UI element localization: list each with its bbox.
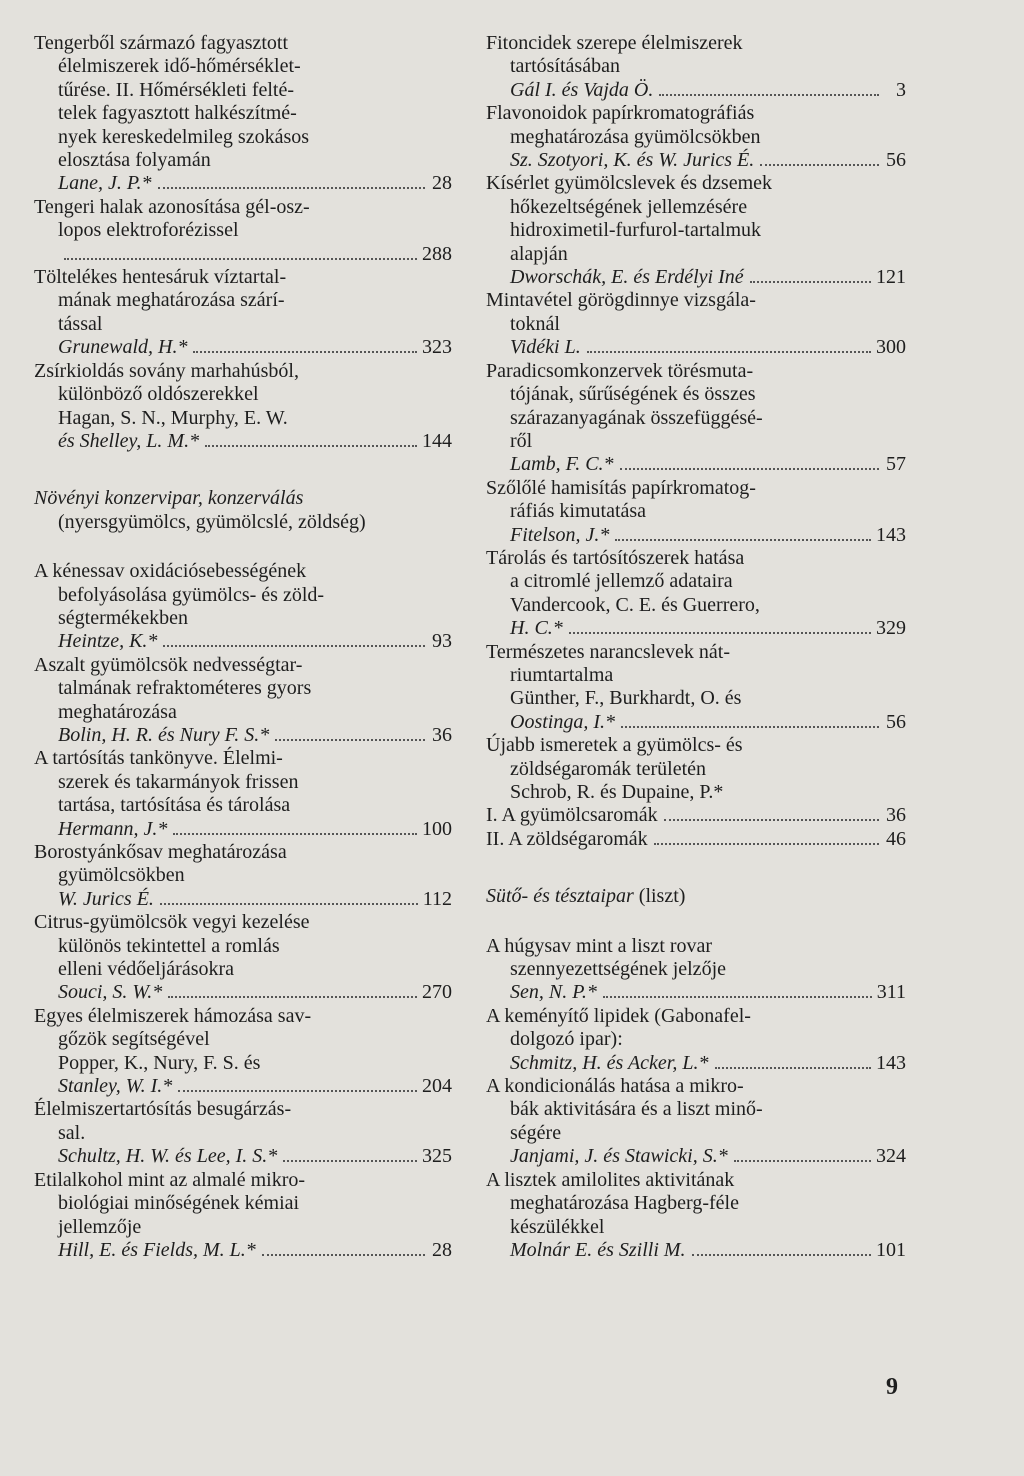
entry-author-line — [486, 617, 906, 640]
entry-author-line — [34, 1075, 452, 1098]
entry-title-line: különös tekintettel a romlás — [58, 934, 280, 957]
dot-leader — [692, 1254, 871, 1256]
entry-page-number: 323 — [422, 336, 452, 359]
dot-leader — [262, 1254, 425, 1256]
entry-page-number: 56 — [886, 149, 906, 172]
entry-author-line — [486, 711, 906, 734]
entry-title-line: Kísérlet gyümölcslevek és dzsemek — [486, 172, 773, 195]
entry-title-line: nyek kereskedelmileg szokásos — [58, 125, 310, 148]
entry-author-line — [34, 172, 452, 195]
index-entry — [486, 477, 906, 547]
entry-title-line: Újabb ismeretek a gyümölcs- és — [486, 734, 743, 757]
entry-title-line: élelmiszerek idő-hőmérséklet- — [58, 55, 301, 78]
section-heading — [486, 885, 906, 908]
entry-title-line: Szőlőlé hamisítás papírkromatog- — [486, 476, 756, 499]
entry-author-line — [486, 524, 906, 547]
entry-page-number: 93 — [432, 630, 452, 653]
index-entry — [34, 841, 452, 911]
entry-author: Molnár E. és Szilli M. — [510, 1238, 686, 1261]
index-entry — [486, 360, 906, 477]
right-subentries — [486, 804, 906, 851]
dot-leader — [173, 833, 417, 835]
dot-leader — [283, 1160, 417, 1162]
entry-title-line: Mintavétel görögdinnye vizsgála- — [486, 289, 756, 312]
sub-entry — [486, 804, 906, 827]
entry-title-line: különböző oldószerekkel — [58, 383, 259, 406]
entry-author: és Shelley, L. M.* — [58, 429, 200, 452]
entry-title-line: Günther, F., Burkhardt, O. és — [510, 687, 742, 710]
entry-title-line: mának meghatározása szárí- — [58, 289, 285, 312]
entry-title-line: riumtartalma — [510, 663, 614, 686]
index-entry — [34, 1169, 452, 1263]
entry-title-line: jellemzője — [58, 1215, 142, 1238]
dot-leader — [659, 94, 879, 96]
entry-title-line: a citromlé jellemző adataira — [510, 570, 733, 593]
dot-leader — [615, 539, 871, 541]
left-column — [34, 32, 452, 1262]
entry-author-line — [34, 336, 452, 359]
entry-title-line: szerek és takarmányok frissen — [58, 770, 299, 793]
entry-page-number: 100 — [422, 817, 452, 840]
entry-author: Sen, N. P.* — [510, 981, 597, 1004]
entry-page-number: 3 — [896, 78, 906, 101]
dot-leader — [275, 739, 425, 741]
entry-author-line — [34, 1145, 452, 1168]
dot-leader — [715, 1067, 872, 1069]
entry-title-line: Popper, K., Nury, F. S. és — [58, 1051, 261, 1074]
entry-author: Fitelson, J.* — [510, 523, 610, 546]
index-entry — [486, 102, 906, 172]
entry-page-number: 288 — [422, 242, 452, 265]
index-entry — [486, 641, 906, 735]
entry-page-number: 300 — [876, 336, 906, 359]
entry-title-line: Élelmiszertartósítás besugárzás- — [34, 1098, 292, 1121]
entry-page-number: 329 — [876, 617, 906, 640]
right-column — [486, 32, 906, 1262]
entry-author: Janjami, J. és Stawicki, S.* — [510, 1145, 728, 1168]
entry-page-number: 56 — [886, 710, 906, 733]
entry-page-number: 57 — [886, 453, 906, 476]
entry-page-number: 101 — [876, 1238, 906, 1261]
entry-author-line — [34, 430, 452, 453]
dot-leader — [193, 351, 417, 353]
entry-title-line: lopos elektroforézissel — [58, 219, 239, 242]
entry-title-line: tűrése. II. Hőmérsékleti felté- — [58, 78, 295, 101]
entry-title-line: Tengeri halak azonosítása gél-osz- — [34, 195, 310, 218]
entry-title-line: hidroximetil-furfurol-tartalmuk — [510, 219, 762, 242]
index-entry — [34, 266, 452, 360]
entry-author-line — [34, 818, 452, 841]
entry-title-line: Vandercook, C. E. és Guerrero, — [510, 593, 760, 616]
entry-title-line: elosztása folyamán — [58, 149, 211, 172]
entry-title-line: Borostyánkősav meghatározása — [34, 841, 287, 863]
entry-title-line: gyümölcsökben — [58, 864, 185, 887]
entry-title-line: Schrob, R. és Dupaine, P.* — [510, 781, 724, 803]
entry-title-line: tójának, sűrűségének és összes — [510, 383, 756, 406]
entry-title-line: A tartósítás tankönyve. Élelmi- — [34, 747, 283, 770]
entry-page-number: 36 — [432, 723, 452, 746]
index-entry — [34, 1098, 452, 1168]
entry-author-line — [486, 266, 906, 289]
entry-title-line: sal. — [58, 1121, 86, 1144]
dot-leader — [620, 468, 879, 470]
entry-author: Heintze, K.* — [58, 630, 158, 653]
entry-title-line: ráfiás kimutatása — [510, 500, 647, 523]
entry-title-line: Flavonoidok papírkromatográfiás — [486, 102, 755, 125]
entry-page-number: 121 — [876, 266, 906, 289]
entry-title-line: A lisztek amilolites aktivitának — [486, 1168, 735, 1191]
index-entry — [486, 172, 906, 289]
entry-page-number: 325 — [422, 1145, 452, 1168]
entry-author: Bolin, H. R. és Nury F. S.* — [58, 723, 270, 746]
sub-entry-label: II. A zöldségaromák — [486, 827, 648, 850]
entry-author-line — [34, 888, 452, 911]
entry-title-line: szárazanyagának összefüggésé- — [510, 406, 763, 429]
entry-title-line: ről — [510, 429, 533, 452]
entry-page-number: 28 — [432, 172, 452, 195]
index-entry — [486, 1075, 906, 1169]
entry-title-line: meghatározása gyümölcsökben — [510, 125, 761, 148]
entry-author: H. C.* — [510, 617, 563, 640]
sub-entry — [486, 828, 906, 851]
entry-title-line: A keményítő lipidek (Gabonafel- — [486, 1004, 751, 1027]
entry-author-line — [486, 1052, 906, 1075]
entry-page-number: 204 — [422, 1075, 452, 1098]
entry-author: Sz. Szotyori, K. és W. Jurics É. — [510, 149, 755, 172]
entry-author-line — [34, 630, 452, 653]
entry-page-number: 112 — [422, 887, 452, 910]
index-entry — [486, 1169, 906, 1263]
entry-title-line: dolgozó ipar): — [510, 1028, 623, 1051]
dot-leader — [734, 1160, 871, 1162]
dot-leader — [168, 996, 417, 998]
entry-author-line — [486, 149, 906, 172]
entry-author: Hill, E. és Fields, M. L.* — [58, 1238, 256, 1261]
entry-author: Dworschák, E. és Erdélyi Iné — [510, 266, 744, 289]
dot-leader — [205, 445, 417, 447]
left-entries-b — [34, 560, 452, 1262]
entry-title-line: Egyes élelmiszerek hámozása sav- — [34, 1004, 312, 1027]
dot-leader — [160, 903, 418, 905]
dot-leader — [163, 645, 425, 647]
dot-leader — [603, 996, 872, 998]
index-entry — [486, 935, 906, 1005]
entry-title-line: Töltelékes hentesáruk víztartal- — [34, 266, 287, 289]
dot-leader — [64, 258, 417, 260]
entry-title-line: szennyezettségének jelzője — [510, 958, 726, 981]
entry-author: Stanley, W. I.* — [58, 1075, 173, 1098]
section-heading — [34, 487, 452, 534]
entry-title-line: Etilalkohol mint az almalé mikro- — [34, 1168, 306, 1191]
dot-leader — [621, 726, 879, 728]
dot-leader — [664, 819, 879, 821]
entry-title-line: tartása, tartósítása és tárolása — [58, 794, 291, 817]
entry-title-line: ségtermékekben — [58, 606, 188, 629]
sub-entry-page-number: 46 — [886, 827, 906, 850]
left-entries-a — [34, 32, 452, 453]
entry-page-number: 324 — [876, 1145, 906, 1168]
entry-title-line: zöldségaromák területén — [510, 757, 707, 780]
entry-author-line — [34, 981, 452, 1004]
entry-title-line: tartósításában — [510, 55, 620, 78]
right-entries-a — [486, 32, 906, 804]
entry-page-number: 28 — [432, 1238, 452, 1261]
dot-leader — [760, 164, 879, 166]
entry-author-line — [486, 453, 906, 476]
entry-title-line: gőzök segítségével — [58, 1028, 210, 1051]
entry-author-line — [34, 724, 452, 747]
entry-author: Oostinga, I.* — [510, 710, 615, 733]
entry-title-line: Hagan, S. N., Murphy, E. W. — [58, 406, 288, 429]
entry-page-number: 311 — [876, 981, 906, 1004]
entry-title-line: A kénessav oxidációsebességének — [34, 560, 307, 583]
sub-entry-label: I. A gyümölcsaromák — [486, 804, 658, 827]
entry-title-line: bák aktivitására és a liszt minő- — [510, 1098, 763, 1121]
entry-author-line — [486, 1239, 906, 1262]
entry-page-number: 270 — [422, 981, 452, 1004]
section-heading-rest: (nyersgyümölcs, gyümölcslé, zöldség) — [58, 510, 366, 533]
index-entry — [34, 1005, 452, 1099]
entry-title-line: Természetes narancslevek nát- — [486, 640, 731, 663]
entry-title-line: elleni védőeljárásokra — [58, 958, 235, 981]
entry-title-line: tással — [58, 312, 103, 335]
entry-author: Schmitz, H. és Acker, L.* — [510, 1051, 709, 1074]
entry-author: Lane, J. P.* — [58, 172, 152, 195]
entry-title-line: Fitoncidek szerepe élelmiszerek — [486, 32, 743, 54]
entry-page-number: 144 — [422, 429, 452, 452]
entry-title-line: meghatározása Hagberg-féle — [510, 1192, 739, 1215]
dot-leader — [569, 632, 871, 634]
index-entry — [486, 734, 906, 804]
entry-author: Vidéki L. — [510, 336, 581, 359]
entry-author: Souci, S. W.* — [58, 981, 163, 1004]
index-entry — [486, 32, 906, 102]
entry-author-line — [486, 1145, 906, 1168]
entry-author: Grunewald, H.* — [58, 336, 188, 359]
index-entry — [34, 360, 452, 454]
sub-entry-page-number: 36 — [886, 804, 906, 827]
index-entry — [486, 1005, 906, 1075]
section-heading-italic: Növényi konzervipar, konzerválás — [34, 487, 304, 510]
dot-leader — [750, 281, 871, 283]
index-entry — [34, 911, 452, 1005]
entry-title-line: Aszalt gyümölcsök nedvességtar- — [34, 653, 303, 676]
entry-title-line: készülékkel — [510, 1215, 605, 1238]
entry-title-line: Citrus-gyümölcsök vegyi kezelése — [34, 911, 310, 934]
entry-author: Schultz, H. W. és Lee, I. S.* — [58, 1145, 278, 1168]
entry-title-line: Tárolás és tartósítószerek hatása — [486, 546, 745, 569]
entry-page-number: 143 — [876, 523, 906, 546]
entry-author: Gál I. és Vajda Ö. — [510, 78, 654, 101]
section-heading-italic: Sütő- és tésztaipar — [486, 885, 634, 908]
page-number: 9 — [886, 1374, 898, 1400]
index-entry — [34, 32, 452, 196]
entry-author: W. Jurics É. — [58, 887, 154, 910]
entry-title-line: alapján — [510, 242, 568, 265]
entry-author: Hermann, J.* — [58, 817, 168, 840]
entry-title-line: Tengerből származó fagyasztott — [34, 32, 289, 54]
entry-title-line: meghatározása — [58, 700, 177, 723]
index-entry — [486, 547, 906, 641]
entry-title-line: Zsírkioldás sovány marhahúsból, — [34, 359, 299, 382]
index-entry — [34, 560, 452, 654]
index-entry — [34, 196, 452, 266]
entry-title-line: befolyásolása gyümölcs- és zöld- — [58, 583, 325, 606]
entry-author-line — [486, 981, 906, 1004]
entry-title-line: A húgysav mint a liszt rovar — [486, 934, 713, 957]
section-heading-rest: (liszt) — [638, 885, 686, 908]
entry-author-line — [486, 79, 906, 102]
entry-title-line: talmának refraktométeres gyors — [58, 677, 312, 700]
entry-page-number: 143 — [876, 1051, 906, 1074]
entry-title-line: A kondicionálás hatása a mikro- — [486, 1075, 744, 1098]
entry-title-line: biológiai minőségének kémiai — [58, 1192, 300, 1215]
entry-title-line: toknál — [510, 312, 560, 335]
dot-leader — [158, 187, 425, 189]
entry-author-line — [34, 243, 452, 266]
entry-title-line: hőkezeltségének jellemzésére — [510, 195, 748, 218]
dot-leader — [654, 843, 879, 845]
entry-author: Lamb, F. C.* — [510, 453, 614, 476]
dot-leader — [587, 351, 871, 353]
right-entries-b — [486, 935, 906, 1263]
entry-title-line: ségére — [510, 1121, 562, 1144]
index-entry — [34, 654, 452, 748]
dot-leader — [178, 1090, 417, 1092]
entry-author-line — [34, 1239, 452, 1262]
index-entry — [486, 289, 906, 359]
entry-author-line — [486, 336, 906, 359]
entry-title-line: Paradicsomkonzervek törésmuta- — [486, 359, 754, 382]
index-entry — [34, 747, 452, 841]
entry-title-line: telek fagyasztott halkészítmé- — [58, 102, 297, 125]
